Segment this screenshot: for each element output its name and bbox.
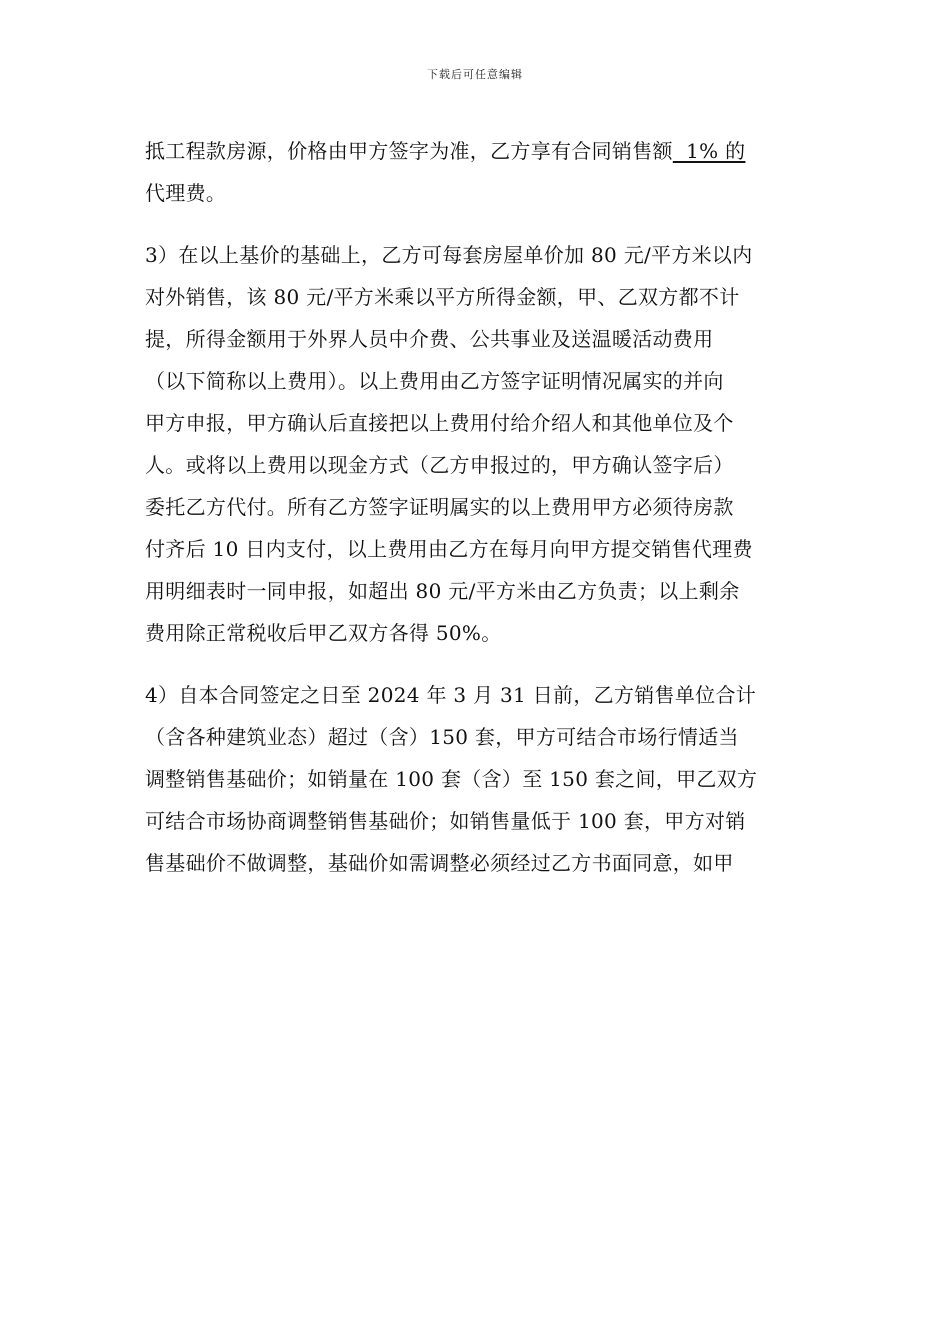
text-segment: 抵工程款房源，价格由甲方签字为准，乙方享有合同销售额 [145,139,673,163]
document-body [145,130,810,884]
text-line: 费用除正常税收后甲乙双方各得 50%。 [145,621,502,645]
text-line: 甲方申报，甲方确认后直接把以上费用付给介绍人和其他单位及个 [145,411,734,435]
text-line: 对外销售，该 80 元/平方米乘以平方所得金额，甲、乙双方都不计 [145,285,740,309]
paragraph [145,130,810,214]
text-line: 提，所得金额用于外界人员中介费、公共事业及送温暖活动费用 [145,327,714,351]
text-line: 调整销售基础价；如销量在 100 套（含）至 150 套之间，甲乙双方 [145,767,758,791]
page-header: 下载后可任意编辑 [427,68,523,81]
text-line: 委托乙方代付。所有乙方签字证明属实的以上费用甲方必须待房款 [145,495,734,519]
text-line: （以下简称以上费用）。以上费用由乙方签字证明情况属实的并向 [145,369,724,393]
underlined-rate: 1% 的 [672,139,746,163]
paragraph [145,234,810,654]
text-line: 代理费。 [145,181,227,205]
text-line [145,130,810,172]
text-line: 人。或将以上费用以现金方式（乙方申报过的，甲方确认签字后） [145,453,734,477]
text-line: 4）自本合同签定之日至 2024 年 3 月 31 日前，乙方销售单位合计 [145,683,757,707]
text-line: 付齐后 10 日内支付，以上费用由乙方在每月向甲方提交销售代理费 [145,537,753,561]
text-line: 3）在以上基价的基础上，乙方可每套房屋单价加 80 元/平方米以内 [145,243,753,267]
text-line: 用明细表时一同申报，如超出 80 元/平方米由乙方负责；以上剩余 [145,579,740,603]
text-line: （含各种建筑业态）超过（含）150 套，甲方可结合市场行情适当 [145,725,739,749]
text-line: 可结合市场协商调整销售基础价；如销售量低于 100 套，甲方对销 [145,809,746,833]
text-line: 售基础价不做调整，基础价如需调整必须经过乙方书面同意，如甲 [145,851,734,875]
paragraph [145,674,810,884]
